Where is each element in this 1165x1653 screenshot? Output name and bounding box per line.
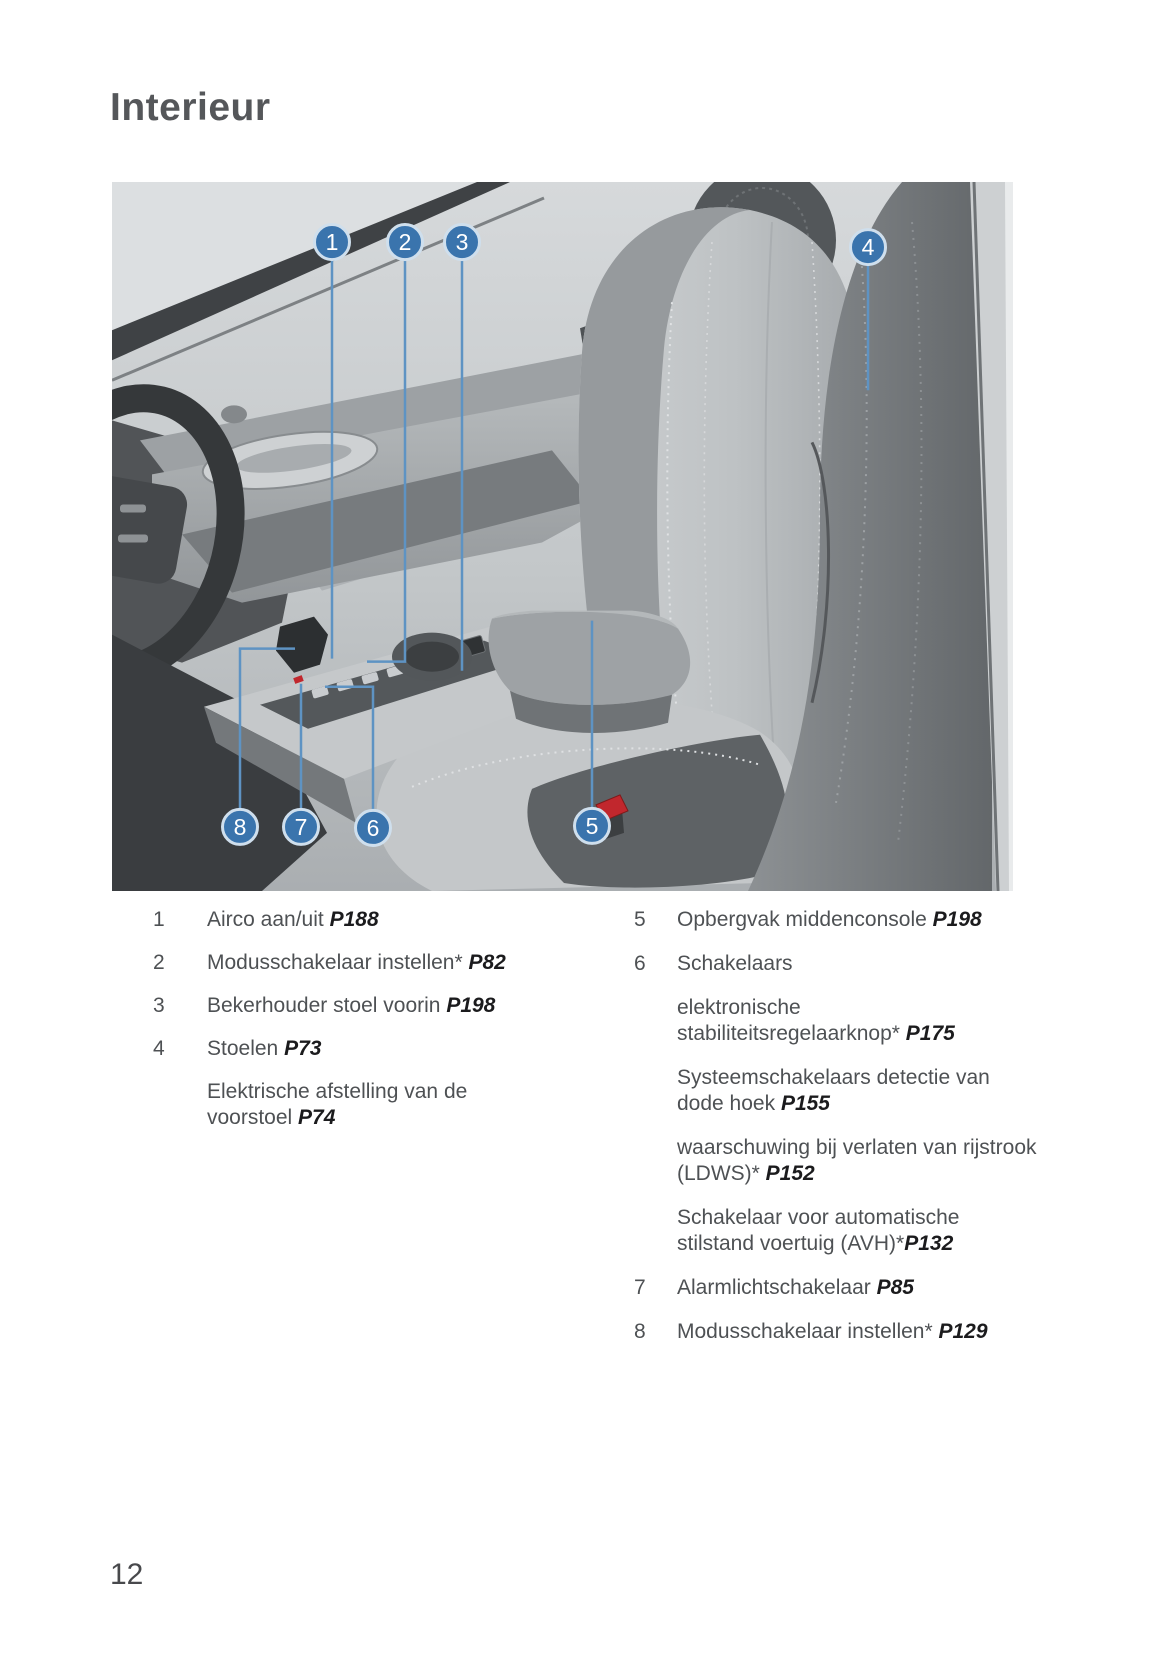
legend-item bbox=[634, 995, 1074, 1047]
legend-item-number bbox=[634, 1065, 677, 1117]
legend-line: Schakelaar voor automatische bbox=[677, 1206, 960, 1229]
legend-item-text bbox=[677, 951, 1074, 977]
legend-item-number bbox=[634, 1205, 677, 1257]
car-interior-illustration bbox=[112, 182, 1013, 891]
legend-item-number bbox=[634, 995, 677, 1047]
callout-number-2: 2 bbox=[398, 229, 412, 256]
page-ref: P155 bbox=[780, 1092, 830, 1115]
legend-item bbox=[153, 993, 613, 1019]
legend-item-text bbox=[677, 1135, 1074, 1187]
legend-item-number: 1 bbox=[153, 908, 165, 931]
callout-number-4: 4 bbox=[861, 234, 875, 261]
legend-item-number: 6 bbox=[634, 952, 646, 975]
legend-line: Elektrische afstelling van de bbox=[207, 1080, 468, 1103]
legend-item-number: 4 bbox=[153, 1037, 165, 1060]
callout-number-8: 8 bbox=[233, 813, 247, 840]
legend-item bbox=[634, 1065, 1074, 1117]
legend-line: Modusschakelaar instellen* bbox=[207, 951, 469, 974]
page-ref: P85 bbox=[876, 1276, 914, 1299]
page-number: 12 bbox=[110, 1558, 144, 1591]
page-ref: P188 bbox=[329, 908, 379, 931]
legend-line: Stoelen bbox=[207, 1037, 285, 1060]
legend-item bbox=[634, 907, 1074, 933]
legend-line: Opbergvak middenconsole bbox=[677, 908, 933, 931]
legend-item-number bbox=[634, 1135, 677, 1187]
legend-item-number: 3 bbox=[153, 994, 165, 1017]
legend-item bbox=[634, 951, 1074, 977]
legend-item bbox=[153, 1036, 613, 1062]
legend-line: Modusschakelaar instellen* bbox=[677, 1320, 939, 1343]
legend-line: Schakelaars bbox=[677, 952, 793, 975]
legend-line: Alarmlichtschakelaar bbox=[677, 1276, 877, 1299]
legend-item-number bbox=[153, 1079, 207, 1131]
page-ref: P132 bbox=[904, 1232, 954, 1255]
armrest-console bbox=[489, 611, 691, 733]
legend-item bbox=[634, 1275, 1074, 1301]
page-ref: P82 bbox=[468, 951, 506, 974]
callout-number-7: 7 bbox=[294, 813, 308, 840]
legend-item-text bbox=[677, 907, 1074, 933]
legend-item bbox=[153, 907, 613, 933]
legend-line: dode hoek bbox=[677, 1092, 781, 1115]
legend-item-number: 8 bbox=[634, 1320, 646, 1343]
legend-item-number: 2 bbox=[153, 951, 165, 974]
legend-item-text bbox=[677, 1205, 1074, 1257]
legend-line: (LDWS)* bbox=[677, 1162, 766, 1185]
legend-item-text bbox=[207, 993, 613, 1019]
door-speaker bbox=[221, 405, 247, 423]
legend-item-text bbox=[207, 1036, 613, 1062]
callout-number-5: 5 bbox=[585, 812, 599, 839]
page-ref: P198 bbox=[446, 994, 496, 1017]
page-ref: P152 bbox=[765, 1162, 815, 1185]
legend-line: stilstand voertuig (AVH)* bbox=[677, 1232, 905, 1255]
interior-figure bbox=[112, 182, 1013, 891]
callout-number-3: 3 bbox=[455, 229, 469, 256]
legend-line: Bekerhouder stoel voorin bbox=[207, 994, 447, 1017]
page-ref: P175 bbox=[905, 1022, 955, 1045]
legend-item bbox=[153, 1079, 613, 1131]
legend-item-text bbox=[677, 1319, 1074, 1345]
legend-item-text bbox=[207, 907, 613, 933]
callout-number-6: 6 bbox=[366, 814, 380, 841]
legend-line: Airco aan/uit bbox=[207, 908, 330, 931]
legend-line: elektronische bbox=[677, 996, 801, 1019]
page-ref: P73 bbox=[284, 1037, 322, 1060]
legend-line: Systeemschakelaars detectie van bbox=[677, 1066, 990, 1089]
legend-item-number: 5 bbox=[634, 908, 646, 931]
page-ref: P74 bbox=[298, 1106, 336, 1129]
legend-line: stabiliteitsregelaarknop* bbox=[677, 1022, 906, 1045]
legend-item-text bbox=[677, 1065, 1074, 1117]
page-ref: P129 bbox=[938, 1320, 988, 1343]
legend-item bbox=[634, 1135, 1074, 1187]
legend-item bbox=[634, 1205, 1074, 1257]
legend-item-text bbox=[677, 995, 1074, 1047]
page-ref: P198 bbox=[932, 908, 982, 931]
legend-item-text bbox=[207, 1079, 613, 1131]
callout-number-1: 1 bbox=[325, 229, 339, 256]
legend-item-text bbox=[207, 950, 613, 976]
legend-left-column bbox=[153, 907, 613, 1148]
page-title: Interieur bbox=[110, 86, 271, 129]
legend-item bbox=[634, 1319, 1074, 1345]
legend-item-number: 7 bbox=[634, 1276, 646, 1299]
legend-item bbox=[153, 950, 613, 976]
legend-line: voorstoel bbox=[207, 1106, 299, 1129]
legend-line: waarschuwing bij verlaten van rijstrook bbox=[677, 1136, 1037, 1159]
legend-right-column bbox=[634, 907, 1074, 1363]
legend-item-text bbox=[677, 1275, 1074, 1301]
